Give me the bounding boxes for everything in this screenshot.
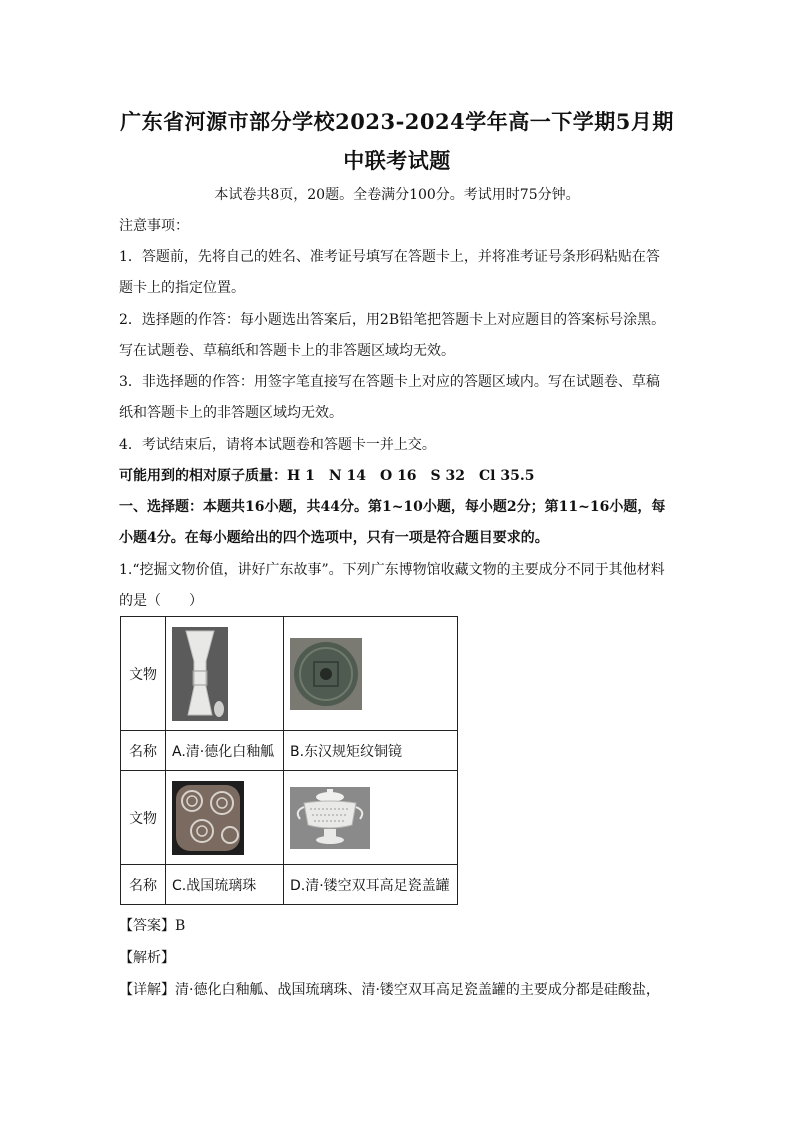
white-porcelain-gu-image [172, 627, 228, 721]
relic-image-a [166, 617, 284, 731]
relic-image-c [166, 771, 284, 865]
bronze-mirror-image [290, 638, 362, 710]
option-a-name: A.清·德化白釉觚 [166, 731, 284, 771]
row-label-relic-2: 文物 [121, 771, 166, 865]
question-1-line-1: 1.“挖掘文物价值，讲好广东故事”。下列广东博物馆收藏文物的主要成分不同于其他材料 [119, 562, 665, 578]
notice-line-1: 1．答题前，先将自己的姓名、准考证号填写在答题卡上，并将准考证号条形码粘贴在答 [119, 249, 660, 265]
notice-line-5: 3．非选择题的作答：用签字笔直接写在答题卡上对应的答题区域内。写在试题卷、草稿 [119, 374, 660, 390]
porcelain-lidded-jar-image [290, 787, 370, 849]
notice-line-4: 写在试题卷、草稿纸和答题卡上的非答题区域均无效。 [119, 343, 455, 359]
relic-image-b [284, 617, 458, 731]
answer: 【答案】B [119, 918, 186, 934]
row-label-name-1: 名称 [121, 731, 166, 771]
notice-line-3: 2．选择题的作答：每小题选出答案后，用2B铅笔把答题卡上对应题目的答案标号涂黑。 [119, 312, 666, 328]
option-b-name: B.东汉规矩纹铜镜 [284, 731, 458, 771]
analysis-heading: 【解析】 [119, 950, 175, 966]
relics-table [120, 616, 458, 905]
row-label-relic: 文物 [121, 617, 166, 731]
notice-line-6: 纸和答题卡上的非答题区域均无效。 [119, 405, 343, 421]
section-line-2: 小题4分。在每小题给出的四个选项中，只有一项是符合题目要求的。 [119, 530, 549, 546]
relic-image-d [284, 771, 458, 865]
atomic-masses: 可能用到的相对原子质量：H 1 N 14 O 16 S 32 Cl 35.5 [119, 468, 535, 484]
option-c-name: C.战国琉璃珠 [166, 865, 284, 905]
detail-line-1: 【详解】清·德化白釉觚、战国琉璃珠、清·镂空双耳高足瓷盖罐的主要成分都是硅酸盐， [119, 982, 660, 998]
option-d-name: D.清·镂空双耳高足瓷盖罐 [284, 865, 458, 905]
notice-line-2: 题卡上的指定位置。 [119, 280, 245, 296]
notice-heading: 注意事项： [119, 218, 189, 234]
notice-line-7: 4．考试结束后，请将本试题卷和答题卡一并上交。 [119, 437, 436, 453]
row-label-name-2: 名称 [121, 865, 166, 905]
title-line-1: 广东省河源市部分学校2023-2024学年高一下学期5月期 [120, 109, 674, 134]
question-1-line-2: 的是（ ） [119, 593, 203, 609]
exam-info: 本试卷共8页，20题。全卷满分100分。考试用时75分钟。 [214, 187, 580, 203]
glass-bead-image [172, 781, 244, 855]
section-line-1: 一、选择题：本题共16小题，共44分。第1~10小题，每小题2分；第11~16小题，每 [119, 499, 666, 515]
title-line-2: 中联考试题 [343, 148, 451, 173]
